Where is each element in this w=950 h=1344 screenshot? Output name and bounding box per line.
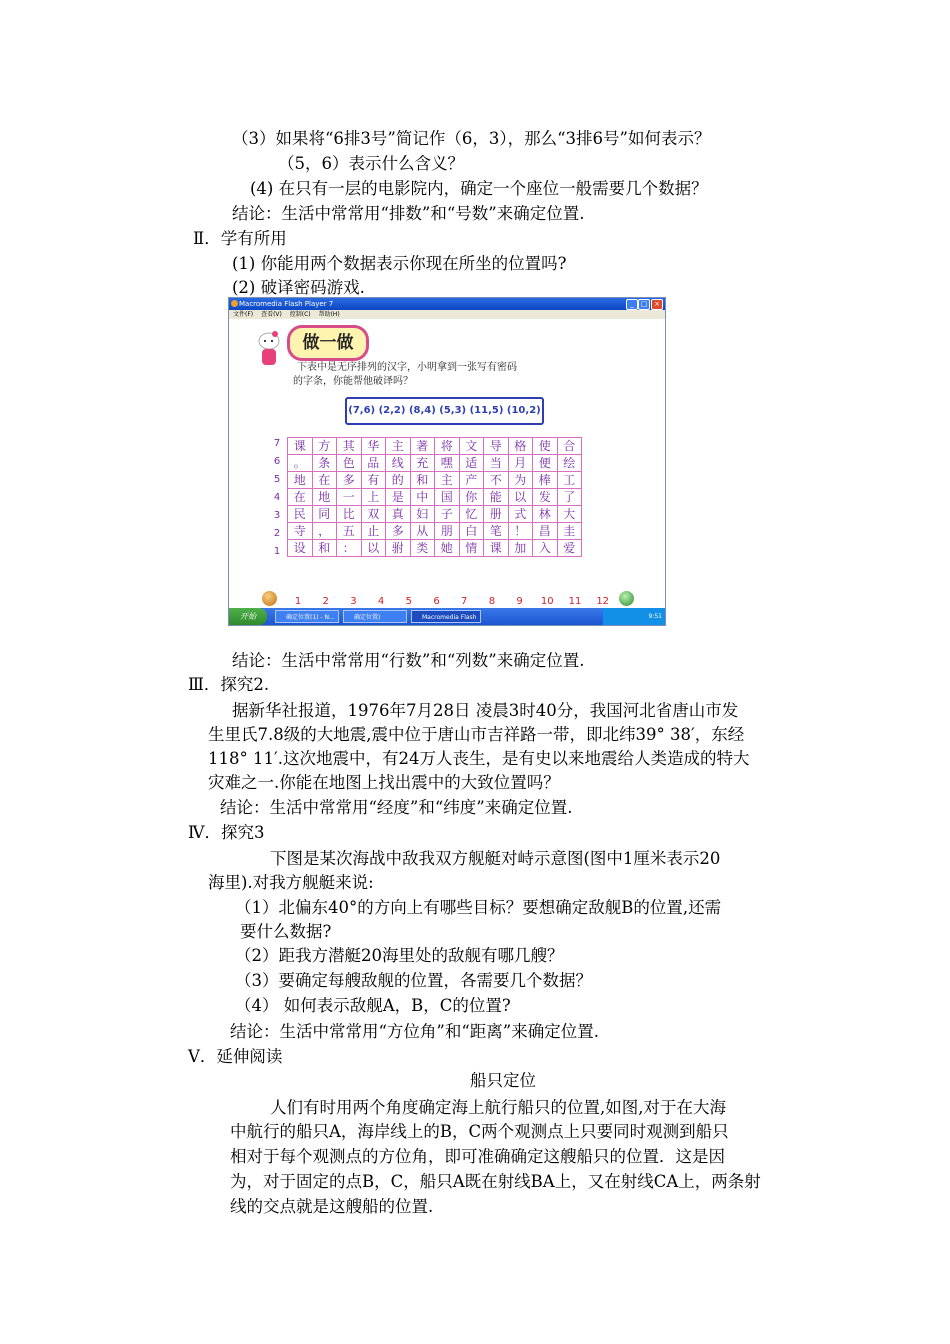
- close-icon[interactable]: ×: [651, 299, 663, 310]
- menu-file[interactable]: 文件(F): [233, 311, 254, 318]
- conclusion-3: 结论：生活中常常用“经度”和“纬度”来确定位置.: [220, 798, 573, 817]
- grid-cell: 发: [533, 489, 558, 506]
- row-label: 3: [273, 510, 281, 521]
- start-button[interactable]: 开始: [229, 608, 267, 625]
- column-label: 8: [488, 596, 496, 607]
- reading-line-4: 为，对于固定的点B，C，船只A既在射线BA上，又在射线CA上，两条射: [230, 1172, 761, 1191]
- grid-cell: 朋: [435, 523, 460, 540]
- grid-cell: 忆: [459, 506, 484, 523]
- question-3a: （3）如果将“6排3号”简记作（6，3），那么“3排6号”如何表示？: [232, 129, 711, 148]
- taskbar-item-3[interactable]: Macromedia Flash ...: [411, 610, 481, 623]
- grid-cell: 嘿: [435, 455, 460, 472]
- grid-cell: 民: [288, 506, 313, 523]
- menu-bar: [229, 310, 665, 319]
- grid-cell: 子: [435, 506, 460, 523]
- taskbar-item-1[interactable]: 确定位置(1) - N...: [275, 610, 339, 623]
- row-label: 5: [273, 474, 281, 485]
- section-heading-5: Ⅴ．延伸阅读: [188, 1047, 283, 1066]
- do-it-badge: 做一做: [287, 325, 369, 361]
- column-label: 9: [516, 596, 523, 607]
- grid-cell: 和: [312, 540, 337, 557]
- grid-cell: 将: [435, 438, 460, 455]
- grid-cell: 你: [459, 489, 484, 506]
- column-label: 6: [433, 596, 440, 607]
- conclusion-4: 结论：生活中常常用“方位角”和“距离”来确定位置.: [230, 1022, 599, 1041]
- grid-cell: 格: [508, 438, 533, 455]
- grid-cell: 真: [386, 506, 411, 523]
- grid-cell: 棒: [533, 472, 558, 489]
- grid-row: [288, 472, 582, 489]
- grid-cell: 华: [361, 438, 386, 455]
- grid-cell: 她: [435, 540, 460, 557]
- earthquake-line-4: 灾难之一.你能在地图上找出震中的大致位置吗？: [208, 773, 560, 792]
- maximize-icon[interactable]: □: [638, 299, 650, 310]
- grid-cell: 主: [386, 438, 411, 455]
- flash-app-icon: [231, 300, 238, 307]
- grid-cell: 比: [337, 506, 362, 523]
- grid-cell: 线: [386, 455, 411, 472]
- grid-cell: 双: [361, 506, 386, 523]
- grid-cell: 多: [386, 523, 411, 540]
- column-label: 10: [540, 596, 554, 607]
- item-2: (2) 破译密码游戏.: [232, 278, 365, 297]
- grid-cell: 了: [557, 489, 582, 506]
- system-tray: [603, 608, 665, 625]
- flash-player-screenshot: [228, 297, 666, 634]
- row-label: 4: [273, 492, 281, 503]
- grid-cell: 是: [386, 489, 411, 506]
- menu-control[interactable]: 控制(C): [289, 311, 311, 318]
- row-label: 1: [273, 546, 281, 557]
- menu-view[interactable]: 查看(V): [261, 311, 282, 318]
- grid-cell: 绘: [557, 455, 582, 472]
- grid-cell: 不: [484, 472, 509, 489]
- back-button-icon[interactable]: [262, 591, 277, 606]
- grid-row: [288, 438, 582, 455]
- grid-cell: 在: [288, 489, 313, 506]
- flash-content: [229, 319, 665, 607]
- description-line-1: 下表中是无序排列的汉字，小明拿到一张写有密码: [297, 362, 517, 373]
- grid-cell: ，: [312, 523, 337, 540]
- grid-cell: 止: [361, 523, 386, 540]
- column-label: 5: [405, 596, 412, 607]
- grid-row: [288, 489, 582, 506]
- question-4: (4) 在只有一层的电影院内，确定一个座位一般需要几个数据？: [250, 179, 708, 198]
- grid-cell: 中: [410, 489, 435, 506]
- grid-cell: 当: [484, 455, 509, 472]
- taskbar: [229, 608, 665, 634]
- grid-cell: 白: [459, 523, 484, 540]
- grid-cell: 圭: [557, 523, 582, 540]
- grid-cell: 为: [508, 472, 533, 489]
- grid-cell: 能: [484, 489, 509, 506]
- grid-cell: 入: [533, 540, 558, 557]
- grid-cell: 类: [410, 540, 435, 557]
- reading-line-5: 线的交点就是这艘船的位置.: [230, 1197, 434, 1216]
- grid-cell: 和: [410, 472, 435, 489]
- row-label: 6: [273, 456, 281, 467]
- grid-cell: 在: [312, 472, 337, 489]
- sea-question-2: （2）距我方潜艇20海里处的敌舰有哪几艘？: [235, 946, 564, 965]
- grid-cell: 。: [288, 455, 313, 472]
- question-3b: （5，6）表示什么含义？: [278, 154, 464, 173]
- conclusion-1: 结论：生活中常常用“排数”和“号数”来确定位置.: [232, 204, 585, 223]
- grid-row: [288, 523, 582, 540]
- window-titlebar: [229, 298, 665, 310]
- grid-cell: 课: [484, 540, 509, 557]
- sea-question-4: （4） 如何表示敌舰A，B，C的位置?: [235, 996, 511, 1015]
- grid-cell: 昌: [533, 523, 558, 540]
- grid-cell: 条: [312, 455, 337, 472]
- grid-cell: 设: [288, 540, 313, 557]
- character-grid: [287, 437, 582, 557]
- grid-cell: 国: [435, 489, 460, 506]
- next-button-icon[interactable]: [619, 591, 634, 606]
- grid-cell: 驸: [386, 540, 411, 557]
- grid-cell: 多: [337, 472, 362, 489]
- clock: 9:51: [648, 613, 662, 620]
- grid-cell: 五: [337, 523, 362, 540]
- menu-help[interactable]: 帮助(H): [318, 311, 340, 318]
- grid-cell: 爱: [557, 540, 582, 557]
- description-line-2: 的字条，你能帮他破译吗？: [293, 376, 413, 387]
- grid-cell: 的: [386, 472, 411, 489]
- grid-cell: 以: [361, 540, 386, 557]
- row-label: 7: [273, 438, 281, 449]
- grid-cell: ！: [508, 523, 533, 540]
- grid-cell: 寺: [288, 523, 313, 540]
- column-label: 12: [596, 596, 610, 607]
- sea-question-1a: （1）北偏东40°的方向上有哪些目标？要想确定敌舰B的位置,还需: [235, 898, 722, 917]
- item-1: (1) 你能用两个数据表示你现在所坐的位置吗?: [232, 254, 567, 273]
- grid-cell: 品: [361, 455, 386, 472]
- window-title: Macromedia Flash Player 7: [239, 300, 334, 308]
- grid-cell: 从: [410, 523, 435, 540]
- grid-cell: 月: [508, 455, 533, 472]
- grid-cell: 色: [337, 455, 362, 472]
- reading-title: 船只定位: [470, 1071, 536, 1090]
- grid-cell: 工: [557, 472, 582, 489]
- grid-cell: ：: [337, 540, 362, 557]
- grid-row: [288, 506, 582, 523]
- sea-question-1b: 要什么数据?: [240, 922, 332, 941]
- minimize-icon[interactable]: _: [626, 299, 638, 310]
- earthquake-line-3: 118° 11′.这次地震中，有24万人丧生，是有史以来地震给人类造成的特大: [208, 749, 750, 768]
- column-label: 4: [377, 596, 385, 607]
- grid-cell: 便: [533, 455, 558, 472]
- grid-cell: 有: [361, 472, 386, 489]
- section-heading-2: Ⅱ．学有所用: [193, 229, 287, 248]
- hello-kitty-icon: [257, 329, 281, 369]
- section-heading-3: Ⅲ．探究2.: [188, 675, 270, 694]
- grid-cell: 著: [410, 438, 435, 455]
- grid-cell: 大: [557, 506, 582, 523]
- section-heading-4: Ⅳ．探究3: [188, 823, 265, 842]
- grid-cell: 充: [410, 455, 435, 472]
- grid-cell: 地: [288, 472, 313, 489]
- code-box: [345, 397, 544, 425]
- row-label: 2: [273, 528, 281, 539]
- grid-cell: 方: [312, 438, 337, 455]
- grid-cell: 地: [312, 489, 337, 506]
- grid-cell: 合: [557, 438, 582, 455]
- sea-question-3: （3）要确定每艘敌舰的位置，各需要几个数据？: [235, 971, 592, 990]
- earthquake-line-1: 据新华社报道，1976年7月28日 凌晨3时40分，我国河北省唐山市发: [232, 701, 739, 720]
- grid-cell: 同: [312, 506, 337, 523]
- grid-cell: 产: [459, 472, 484, 489]
- grid-cell: 笔: [484, 523, 509, 540]
- taskbar-item-2[interactable]: 确定位置): [343, 610, 407, 623]
- grid-cell: 其: [337, 438, 362, 455]
- grid-row: [288, 540, 582, 557]
- grid-cell: 册: [484, 506, 509, 523]
- grid-cell: 情: [459, 540, 484, 557]
- grid-cell: 式: [508, 506, 533, 523]
- grid-cell: 林: [533, 506, 558, 523]
- conclusion-2: 结论：生活中常常用“行数”和“列数”来确定位置.: [232, 651, 585, 670]
- reading-line-3: 相对于每个观测点的方位角，即可准确确定这艘船只的位置．这是因: [230, 1147, 725, 1166]
- column-label: 1: [294, 596, 302, 607]
- grid-cell: 上: [361, 489, 386, 506]
- grid-cell: 妇: [410, 506, 435, 523]
- earthquake-line-2: 生里氏7.8级的大地震,震中位于唐山市吉祥路一带，即北纬39° 38′，东经: [208, 725, 745, 744]
- grid-cell: 导: [484, 438, 509, 455]
- column-label: 7: [461, 596, 468, 607]
- grid-cell: 一: [337, 489, 362, 506]
- sea-battle-line-1: 下图是某次海战中敌我双方舰艇对峙示意图(图中1厘米表示20: [270, 849, 721, 868]
- grid-cell: 主: [435, 472, 460, 489]
- grid-cell: 适: [459, 455, 484, 472]
- reading-line-2: 中航行的船只A，海岸线上的B，C两个观测点上只要同时观测到船只: [230, 1122, 729, 1141]
- column-label: 11: [568, 596, 582, 607]
- puzzle-description: [293, 361, 517, 389]
- grid-cell: 以: [508, 489, 533, 506]
- column-label: 3: [350, 596, 357, 607]
- column-label: 2: [322, 596, 329, 607]
- grid-cell: 文: [459, 438, 484, 455]
- grid-cell: 课: [288, 438, 313, 455]
- grid-row: [288, 455, 582, 472]
- code-text: (7,6) (2,2) (8,4) (5,3) (11,5) (10,2): [348, 405, 541, 416]
- grid-cell: 使: [533, 438, 558, 455]
- grid-cell: 加: [508, 540, 533, 557]
- sea-battle-line-2: 海里).对我方舰艇来说:: [208, 873, 374, 892]
- reading-line-1: 人们有时用两个角度确定海上航行船只的位置,如图,对于在大海: [270, 1098, 726, 1117]
